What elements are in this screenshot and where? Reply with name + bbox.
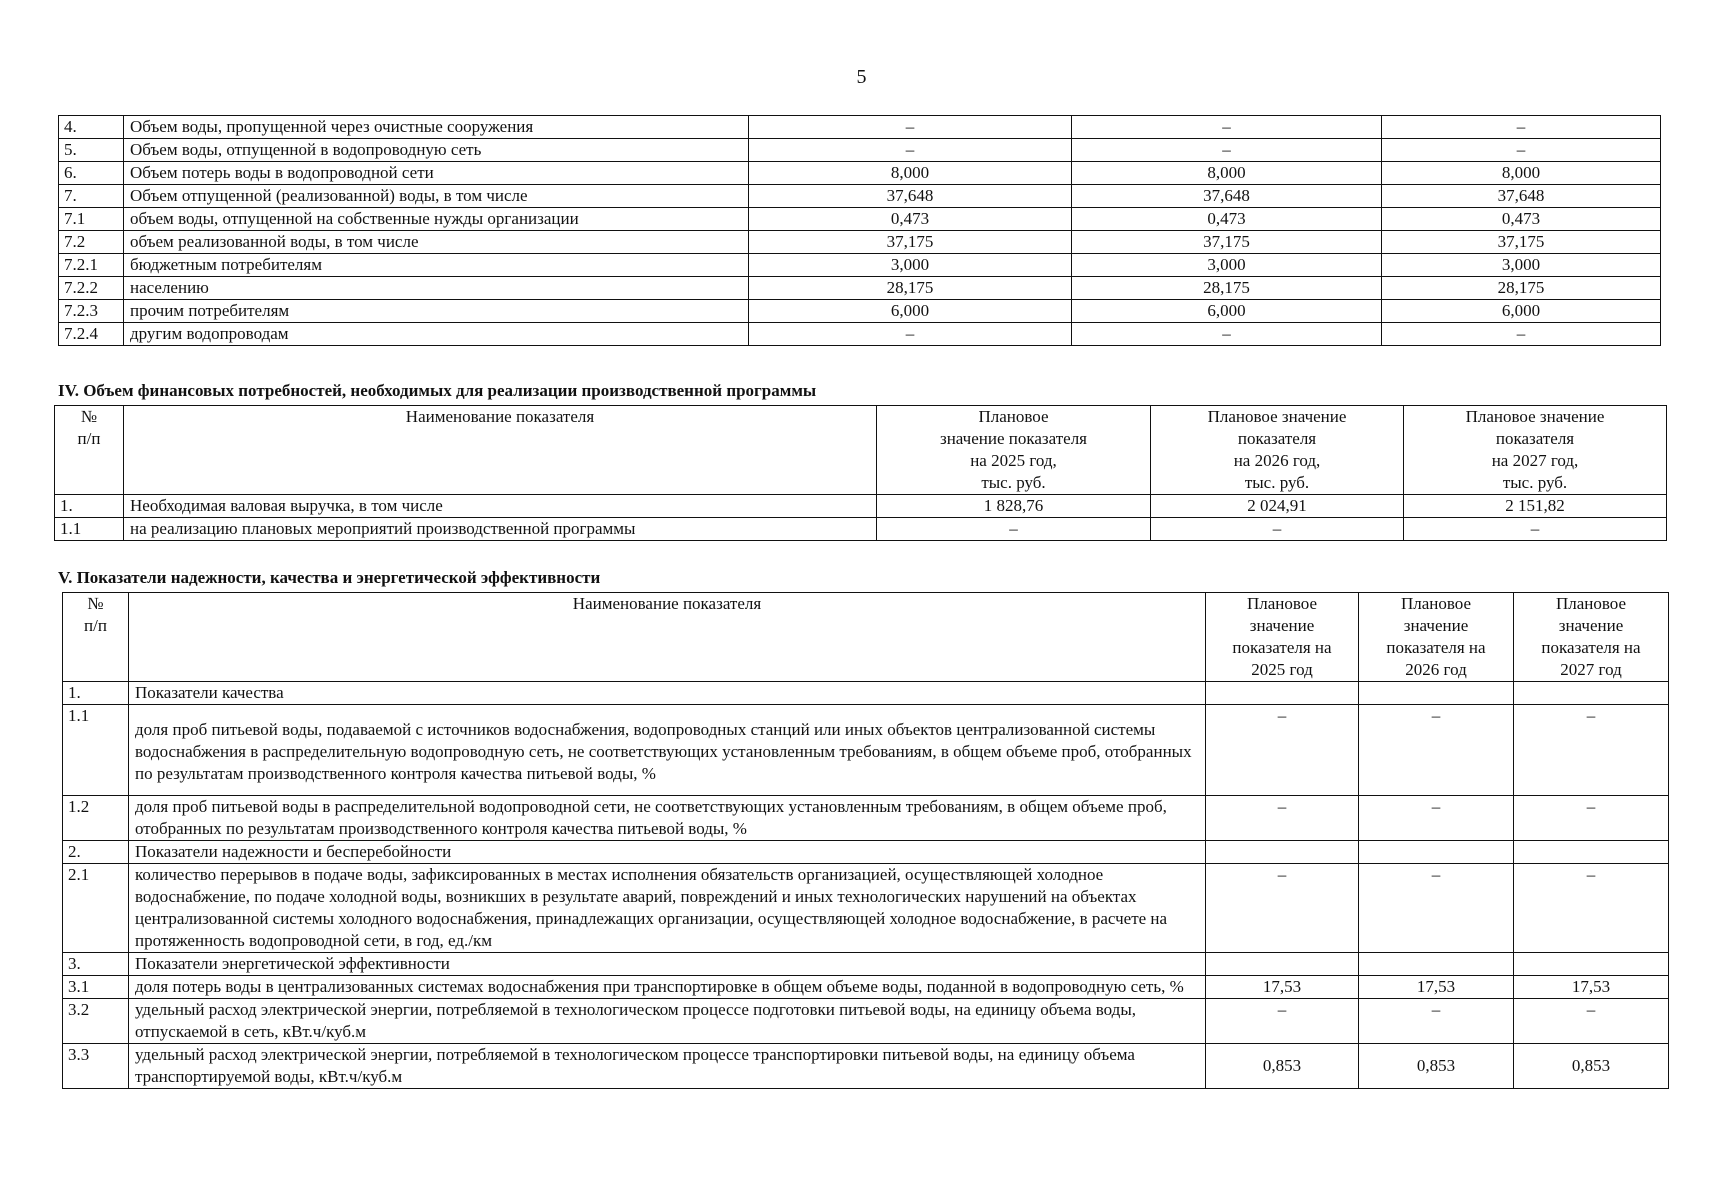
row-number: 1.1: [63, 705, 129, 796]
table-row: [63, 705, 1669, 796]
row-number: 5.: [59, 139, 124, 162]
section-5-title: V. Показатели надежности, качества и энергетической эффективности: [58, 568, 601, 587]
header-line: Плановое: [978, 407, 1049, 426]
value-2026: 0,473: [1072, 208, 1382, 231]
page-number: 5: [856, 66, 867, 88]
value-2025: [1206, 682, 1359, 705]
row-name: Показатели надежности и бесперебойности: [129, 841, 1206, 864]
header-line: Плановое: [1400, 594, 1472, 613]
value-2027: –: [1382, 116, 1661, 139]
value-2027: [1514, 841, 1669, 864]
value-2025: 37,648: [749, 185, 1072, 208]
row-name: удельный расход электрической энергии, потребляемой в технологическом процессе подготовки питьевой воды, на единицу объема воды, отпускаемой в сеть, кВт.ч/куб.м: [129, 999, 1206, 1044]
header-number-abbr: п/п: [77, 429, 101, 448]
row-number: 7.2.3: [59, 300, 124, 323]
row-number: 1.: [55, 495, 124, 518]
row-name: Объем отпущенной (реализованной) воды, в том числе: [124, 185, 749, 208]
column-header-2026: [1359, 593, 1514, 682]
column-header-2027: [1514, 593, 1669, 682]
value-2027: [1514, 953, 1669, 976]
table-row: [55, 495, 1667, 518]
value-2027: –: [1514, 796, 1669, 841]
value-2027: 6,000: [1382, 300, 1661, 323]
row-name: другим водопроводам: [124, 323, 749, 346]
header-line: показателя на: [1386, 638, 1486, 657]
value-2026: –: [1072, 323, 1382, 346]
row-number: 7.2: [59, 231, 124, 254]
column-header-2026: [1151, 406, 1404, 495]
table-row: [55, 518, 1667, 541]
value-2026: –: [1359, 864, 1514, 953]
table-header-row: [63, 593, 1669, 682]
row-name: количество перерывов в подаче воды, зафиксированных в местах исполнения обязательств организацией, осуществляющей холодное водоснабжение, по подаче холодной воды, возникших в результате аварий, повреждений и иных технологических нарушений на объектах централизованной системы холодного водоснабжения, принадлежащих организации, осуществляющей холодное водоснабжение, в расчете на протяженность водопроводной сети, в год, ед./км: [129, 864, 1206, 953]
value-2025: 1 828,76: [877, 495, 1151, 518]
value-2027: 0,853: [1514, 1044, 1669, 1089]
header-line: тыс. руб.: [981, 473, 1046, 492]
value-2025: –: [1206, 864, 1359, 953]
row-name: Показатели качества: [129, 682, 1206, 705]
header-line: показателя: [1237, 429, 1317, 448]
row-name: Объем потерь воды в водопроводной сети: [124, 162, 749, 185]
row-number: 2.: [63, 841, 129, 864]
value-2025: 28,175: [749, 277, 1072, 300]
table-row: [63, 682, 1669, 705]
value-2026: 0,853: [1359, 1044, 1514, 1089]
table-row: [63, 976, 1669, 999]
row-name: прочим потребителям: [124, 300, 749, 323]
header-line: значение: [1403, 616, 1469, 635]
table-row: [59, 323, 1661, 346]
value-2025: –: [1206, 705, 1359, 796]
table-row: [59, 231, 1661, 254]
value-2027: –: [1382, 323, 1661, 346]
table-row: [59, 185, 1661, 208]
header-number-abbr: п/п: [84, 616, 107, 635]
value-2026: –: [1072, 139, 1382, 162]
value-2026: 37,175: [1072, 231, 1382, 254]
value-2026: 17,53: [1359, 976, 1514, 999]
table-row: [59, 139, 1661, 162]
value-2027: [1514, 682, 1669, 705]
value-2026: 3,000: [1072, 254, 1382, 277]
value-2025: [1206, 953, 1359, 976]
header-line: 2025 год: [1251, 660, 1313, 679]
column-header-2025: [877, 406, 1151, 495]
table-row: [63, 841, 1669, 864]
row-number: 3.2: [63, 999, 129, 1044]
value-2025: 17,53: [1206, 976, 1359, 999]
row-number: 3.: [63, 953, 129, 976]
row-name: доля потерь воды в централизованных системах водоснабжения при транспортировке в общем объеме воды, поданной в водопроводную сеть, %: [129, 976, 1206, 999]
header-line: Плановое: [1246, 594, 1318, 613]
value-2026: –: [1151, 518, 1404, 541]
value-2026: –: [1359, 796, 1514, 841]
table-header-row: [55, 406, 1667, 495]
value-2027: 28,175: [1382, 277, 1661, 300]
table-row: [59, 254, 1661, 277]
value-2025: [1206, 841, 1359, 864]
value-2025: 37,175: [749, 231, 1072, 254]
value-2027: –: [1382, 139, 1661, 162]
value-2026: 37,648: [1072, 185, 1382, 208]
row-name: объем воды, отпущенной на собственные нужды организации: [124, 208, 749, 231]
value-2025: 0,473: [749, 208, 1072, 231]
value-2027: 37,175: [1382, 231, 1661, 254]
header-line: значение показателя: [939, 429, 1087, 448]
value-2026: 28,175: [1072, 277, 1382, 300]
value-2025: 0,853: [1206, 1044, 1359, 1089]
header-line: тыс. руб.: [1502, 473, 1568, 492]
row-number: 1.2: [63, 796, 129, 841]
row-name: бюджетным потребителям: [124, 254, 749, 277]
table-row: [63, 953, 1669, 976]
table-row: [59, 162, 1661, 185]
column-header-name: Наименование показателя: [124, 406, 877, 495]
row-name: Объем воды, пропущенной через очистные сооружения: [124, 116, 749, 139]
row-number: 7.2.2: [59, 277, 124, 300]
row-number: 7.2.1: [59, 254, 124, 277]
row-name: Показатели энергетической эффективности: [129, 953, 1206, 976]
value-2025: 8,000: [749, 162, 1072, 185]
row-number: 7.: [59, 185, 124, 208]
row-name: доля проб питьевой воды в распределительной водопроводной сети, не соответствующих установленным требованиям, в общем объеме проб, отобранных по результатам производственного контроля качества питьевой воды, %: [129, 796, 1206, 841]
column-header-number: [55, 406, 124, 495]
table-row: [59, 277, 1661, 300]
value-2026: 2 024,91: [1151, 495, 1404, 518]
row-number: 1.1: [55, 518, 124, 541]
header-line: показателя на: [1232, 638, 1332, 657]
column-header-2025: [1206, 593, 1359, 682]
table-row: [63, 796, 1669, 841]
table-row: [63, 999, 1669, 1044]
row-name: Необходимая валовая выручка, в том числе: [124, 495, 877, 518]
header-line: 2027 год: [1560, 660, 1622, 679]
header-line: на 2025 год,: [970, 451, 1057, 470]
table-row: [59, 208, 1661, 231]
row-name: удельный расход электрической энергии, потребляемой в технологическом процессе транспортировки питьевой воды, на единицу объема транспортируемой воды, кВт.ч/куб.м: [129, 1044, 1206, 1089]
value-2026: –: [1359, 705, 1514, 796]
header-line: 2026 год: [1405, 660, 1467, 679]
row-number: 4.: [59, 116, 124, 139]
row-number: 3.3: [63, 1044, 129, 1089]
row-number: 1.: [63, 682, 129, 705]
value-2027: 3,000: [1382, 254, 1661, 277]
value-2025: –: [1206, 796, 1359, 841]
value-2027: 8,000: [1382, 162, 1661, 185]
header-line: значение: [1558, 616, 1624, 635]
header-number-symbol: №: [87, 594, 104, 613]
value-2026: [1359, 953, 1514, 976]
header-line: Плановое значение: [1465, 407, 1605, 426]
value-2026: [1359, 841, 1514, 864]
reliability-quality-table: [62, 592, 1669, 1089]
value-2025: 3,000: [749, 254, 1072, 277]
value-2026: 6,000: [1072, 300, 1382, 323]
value-2025: 6,000: [749, 300, 1072, 323]
table-row: [63, 1044, 1669, 1089]
header-line: на 2027 год,: [1491, 451, 1579, 470]
row-name: на реализацию плановых мероприятий производственной программы: [124, 518, 877, 541]
financial-needs-table: [54, 405, 1667, 541]
value-2027: –: [1514, 999, 1669, 1044]
row-name: Объем воды, отпущенной в водопроводную сеть: [124, 139, 749, 162]
row-name: объем реализованной воды, в том числе: [124, 231, 749, 254]
value-2025: –: [1206, 999, 1359, 1044]
row-number: 2.1: [63, 864, 129, 953]
table-row: [59, 300, 1661, 323]
header-line: Плановое: [1555, 594, 1627, 613]
header-line: на 2026 год,: [1233, 451, 1321, 470]
value-2025: –: [749, 139, 1072, 162]
value-2026: –: [1359, 999, 1514, 1044]
value-2026: –: [1072, 116, 1382, 139]
column-header-2027: [1404, 406, 1667, 495]
row-number: 7.2.4: [59, 323, 124, 346]
value-2026: [1359, 682, 1514, 705]
header-line: тыс. руб.: [1244, 473, 1310, 492]
table-row: [59, 116, 1661, 139]
value-2025: –: [749, 323, 1072, 346]
row-number: 6.: [59, 162, 124, 185]
column-header-name: Наименование показателя: [129, 593, 1206, 682]
value-2027: –: [1514, 864, 1669, 953]
header-line: значение: [1249, 616, 1315, 635]
row-number: 7.1: [59, 208, 124, 231]
value-2027: 2 151,82: [1404, 495, 1667, 518]
production-volume-table: [58, 115, 1661, 346]
row-number: 3.1: [63, 976, 129, 999]
value-2026: 8,000: [1072, 162, 1382, 185]
value-2027: –: [1404, 518, 1667, 541]
header-line: показателя: [1495, 429, 1575, 448]
value-2027: 0,473: [1382, 208, 1661, 231]
value-2027: 17,53: [1514, 976, 1669, 999]
section-4-title: IV. Объем финансовых потребностей, необходимых для реализации производственной программы: [58, 381, 817, 400]
value-2027: –: [1514, 705, 1669, 796]
value-2027: 37,648: [1382, 185, 1661, 208]
column-header-number: [63, 593, 129, 682]
value-2025: –: [749, 116, 1072, 139]
header-number-symbol: №: [80, 407, 98, 426]
row-name: доля проб питьевой воды, подаваемой с источников водоснабжения, водопроводных станций или иных объектов централизованной системы водоснабжения в распределительную водопроводную сеть, не соответствующих установленным требованиям, в общем объеме проб, отобранных по результатам производственного контроля качества питьевой воды, %: [129, 705, 1206, 796]
value-2025: –: [877, 518, 1151, 541]
row-name: населению: [124, 277, 749, 300]
header-line: Плановое значение: [1207, 407, 1347, 426]
table-row: [63, 864, 1669, 953]
header-line: показателя на: [1541, 638, 1641, 657]
